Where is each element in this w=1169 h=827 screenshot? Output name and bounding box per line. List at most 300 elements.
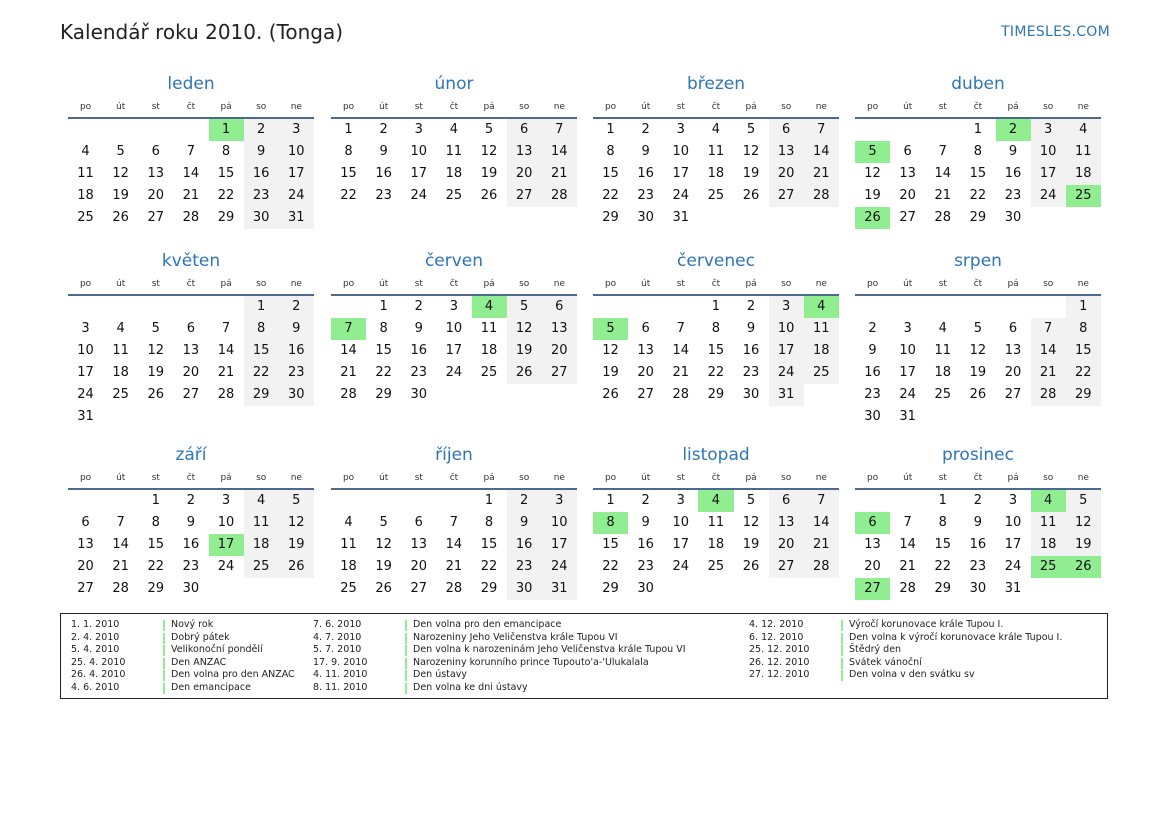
day-cell: 9 xyxy=(244,141,279,163)
month-listopad xyxy=(593,444,839,600)
weekday-label: pá xyxy=(220,102,232,112)
day-cell: 13 xyxy=(637,343,654,358)
day-cell: 19 xyxy=(969,365,987,380)
days-grid xyxy=(593,490,839,600)
day-cell: 13 xyxy=(182,343,200,358)
day-cell: 26 xyxy=(480,188,498,203)
weekday-label: ne xyxy=(290,473,302,483)
day-cell: 1 xyxy=(1066,296,1101,318)
day-cell: 5 xyxy=(151,321,160,336)
holiday-marker xyxy=(405,670,407,681)
weekday-label: po xyxy=(604,473,617,483)
month-name: říjen xyxy=(435,445,473,465)
holiday-marker xyxy=(163,670,165,681)
day-cell: 22 xyxy=(934,559,952,574)
day-cell: 11 xyxy=(340,537,357,552)
day-cell: 30 xyxy=(244,207,279,229)
day-cell: 1 xyxy=(151,493,160,508)
weekday-header xyxy=(855,278,1101,296)
day-cell: 16 xyxy=(742,343,760,358)
day-cell: 7 xyxy=(676,321,685,336)
day-cell: 23 xyxy=(969,559,987,574)
day-cell: 18 xyxy=(707,537,725,552)
day-cell: 1 xyxy=(344,122,353,137)
holiday-marker xyxy=(163,620,165,631)
day-cell: 8 xyxy=(711,321,721,336)
empty-cell xyxy=(960,296,995,318)
day-cell: 18 xyxy=(934,365,952,380)
weekday-header xyxy=(331,101,577,119)
day-cell: 5 xyxy=(379,515,388,530)
weekday-label: út xyxy=(116,279,126,289)
holiday-name: Den volna pro den emancipace xyxy=(413,619,562,630)
day-cell: 14 xyxy=(340,343,357,358)
day-cell: 28 xyxy=(1031,384,1066,406)
day-cell: 30 xyxy=(410,387,428,402)
day-cell: 22 xyxy=(969,188,987,203)
day-cell: 21 xyxy=(182,188,200,203)
day-cell: 28 xyxy=(217,387,235,402)
day-cell: 1 xyxy=(379,299,388,314)
day-cell: 18 xyxy=(480,343,498,358)
month-name: květen xyxy=(161,251,221,271)
holiday-name: Výročí korunovace krále Tupou I. xyxy=(849,619,1004,630)
day-cell: 4 xyxy=(711,122,721,137)
day-cell: 26 xyxy=(742,188,760,203)
day-cell: 26 xyxy=(147,387,165,402)
empty-cell xyxy=(890,296,925,318)
day-cell: 2 xyxy=(641,122,650,137)
day-cell: 26 xyxy=(375,581,392,596)
day-cell: 17 xyxy=(77,365,94,380)
day-cell: 15 xyxy=(375,343,392,358)
holiday-marker xyxy=(163,658,165,669)
holiday-date: 6. 12. 2010 xyxy=(749,631,804,643)
day-cell: 4 xyxy=(81,144,90,159)
holiday-marker xyxy=(841,620,843,631)
day-cell: 10 xyxy=(279,141,314,163)
day-cell: 10 xyxy=(769,318,804,340)
day-cell: 22 xyxy=(340,188,357,203)
holiday-row xyxy=(71,657,295,670)
day-cell: 8 xyxy=(244,318,279,340)
weekday-label: pá xyxy=(220,279,232,289)
day-cell: 30 xyxy=(507,578,542,600)
day-cell: 26 xyxy=(969,387,987,402)
day-cell: 9 xyxy=(641,515,650,530)
day-cell: 1 xyxy=(606,122,615,137)
weekday-label: po xyxy=(79,279,92,289)
weekday-label: út xyxy=(116,102,126,112)
day-cell: 17 xyxy=(1031,163,1066,185)
day-cell: 13 xyxy=(769,512,804,534)
holiday-day-cell: 2 xyxy=(996,119,1031,141)
day-cell: 28 xyxy=(899,581,916,596)
day-cell: 13 xyxy=(542,318,577,340)
day-cell: 31 xyxy=(672,210,690,225)
holiday-name: Svátek vánoční xyxy=(849,656,922,668)
day-cell: 8 xyxy=(379,321,388,336)
brand-link[interactable]: TIMESLES.COM xyxy=(1001,24,1110,40)
weekday-label: so xyxy=(1043,102,1054,112)
day-cell: 17 xyxy=(672,166,690,181)
day-cell: 30 xyxy=(1004,210,1022,225)
day-cell: 27 xyxy=(899,210,916,225)
day-cell: 25 xyxy=(934,387,952,402)
weekday-label: čt xyxy=(711,473,721,483)
day-cell: 30 xyxy=(864,409,881,424)
day-cell: 31 xyxy=(899,409,916,424)
day-cell: 6 xyxy=(507,119,542,141)
day-cell: 14 xyxy=(899,537,916,552)
empty-cell xyxy=(996,296,1031,318)
day-cell: 3 xyxy=(903,321,912,336)
day-cell: 14 xyxy=(934,166,952,181)
weekday-label: so xyxy=(519,279,530,289)
day-cell: 29 xyxy=(244,384,279,406)
day-cell: 28 xyxy=(182,210,200,225)
day-cell: 18 xyxy=(244,534,279,556)
empty-cell xyxy=(103,119,138,141)
month-name: září xyxy=(175,445,207,465)
empty-cell xyxy=(68,490,103,512)
day-cell: 2 xyxy=(379,122,388,137)
weekday-label: st xyxy=(151,102,160,112)
holiday-day-cell: 26 xyxy=(855,207,890,229)
day-cell: 10 xyxy=(1031,141,1066,163)
holiday-row xyxy=(749,632,1062,645)
holiday-column xyxy=(313,619,686,694)
day-cell: 12 xyxy=(1066,512,1101,534)
day-cell: 28 xyxy=(672,387,690,402)
empty-cell xyxy=(138,296,173,318)
day-cell: 1 xyxy=(938,493,947,508)
day-cell: 10 xyxy=(542,512,577,534)
day-cell: 9 xyxy=(973,515,983,530)
day-cell: 5 xyxy=(746,122,756,137)
empty-cell xyxy=(68,119,103,141)
day-cell: 2 xyxy=(244,119,279,141)
holiday-row xyxy=(749,657,1062,670)
day-cell: 17 xyxy=(1004,537,1022,552)
day-cell: 15 xyxy=(147,537,165,552)
day-cell: 25 xyxy=(707,188,725,203)
month-name: červen xyxy=(424,251,484,271)
empty-cell xyxy=(103,490,138,512)
weekday-label: st xyxy=(414,279,423,289)
day-cell: 11 xyxy=(480,321,498,336)
days-grid xyxy=(331,490,577,600)
weekday-label: po xyxy=(604,279,617,289)
holiday-row xyxy=(313,644,686,657)
holiday-name: Dobrý pátek xyxy=(171,631,230,643)
holiday-marker xyxy=(405,658,407,669)
weekday-label: so xyxy=(1043,473,1054,483)
day-cell: 19 xyxy=(507,340,542,362)
day-cell: 25 xyxy=(77,210,94,225)
weekday-label: út xyxy=(641,473,651,483)
day-cell: 10 xyxy=(445,321,463,336)
day-cell: 20 xyxy=(637,365,654,380)
day-cell: 4 xyxy=(1066,119,1101,141)
day-cell: 30 xyxy=(637,210,654,225)
day-cell: 3 xyxy=(1008,493,1018,508)
day-cell: 22 xyxy=(602,188,619,203)
day-cell: 20 xyxy=(542,340,577,362)
weekday-header xyxy=(593,472,839,490)
day-cell: 22 xyxy=(480,559,498,574)
weekday-label: pá xyxy=(483,102,495,112)
day-cell: 6 xyxy=(903,144,912,159)
day-cell: 30 xyxy=(742,387,760,402)
weekday-label: čt xyxy=(449,473,459,483)
day-cell: 16 xyxy=(969,537,987,552)
weekday-label: pá xyxy=(745,473,757,483)
month-name: červenec xyxy=(677,251,755,271)
day-cell: 29 xyxy=(934,581,952,596)
weekday-header xyxy=(855,472,1101,490)
weekday-label: čt xyxy=(973,473,983,483)
day-cell: 4 xyxy=(449,122,459,137)
day-cell: 25 xyxy=(707,559,725,574)
month-name: srpen xyxy=(954,251,1002,271)
day-cell: 14 xyxy=(112,537,129,552)
day-cell: 20 xyxy=(864,559,881,574)
month-name: leden xyxy=(167,74,215,94)
day-cell: 30 xyxy=(969,581,987,596)
day-cell: 15 xyxy=(480,537,498,552)
day-cell: 5 xyxy=(1066,490,1101,512)
day-cell: 4 xyxy=(344,515,353,530)
day-cell: 17 xyxy=(410,166,428,181)
weekday-label: pá xyxy=(483,473,495,483)
day-cell: 24 xyxy=(899,387,916,402)
day-cell: 17 xyxy=(672,537,690,552)
holiday-marker xyxy=(405,683,407,694)
day-cell: 28 xyxy=(112,581,129,596)
day-cell: 16 xyxy=(375,166,392,181)
weekday-label: ne xyxy=(815,279,827,289)
day-cell: 18 xyxy=(445,166,463,181)
day-cell: 3 xyxy=(279,119,314,141)
day-cell: 18 xyxy=(1066,163,1101,185)
days-grid xyxy=(68,296,314,428)
holiday-marker xyxy=(841,670,843,681)
day-cell: 22 xyxy=(217,188,235,203)
holiday-list xyxy=(60,613,1108,699)
day-cell: 19 xyxy=(480,166,498,181)
day-cell: 27 xyxy=(410,581,428,596)
day-cell: 7 xyxy=(938,144,947,159)
day-cell: 12 xyxy=(147,343,165,358)
day-cell: 13 xyxy=(1004,343,1022,358)
day-cell: 1 xyxy=(606,493,615,508)
day-cell: 2 xyxy=(414,299,423,314)
weekday-label: pá xyxy=(1007,279,1019,289)
day-cell: 15 xyxy=(1066,340,1101,362)
weekday-label: st xyxy=(938,102,947,112)
day-cell: 12 xyxy=(507,318,542,340)
day-cell: 21 xyxy=(340,365,357,380)
day-cell: 21 xyxy=(899,559,916,574)
day-cell: 9 xyxy=(641,144,650,159)
day-cell: 23 xyxy=(742,365,760,380)
day-cell: 24 xyxy=(1004,559,1022,574)
day-cell: 10 xyxy=(410,144,428,159)
weekday-label: po xyxy=(79,473,92,483)
day-cell: 20 xyxy=(769,534,804,556)
weekday-label: st xyxy=(938,473,947,483)
day-cell: 23 xyxy=(507,556,542,578)
day-cell: 26 xyxy=(112,210,129,225)
day-cell: 8 xyxy=(484,515,494,530)
day-cell: 27 xyxy=(77,581,94,596)
day-cell: 12 xyxy=(742,144,760,159)
weekday-label: po xyxy=(604,102,617,112)
day-cell: 29 xyxy=(147,581,165,596)
day-cell: 24 xyxy=(542,556,577,578)
weekday-label: ne xyxy=(1077,279,1089,289)
day-cell: 2 xyxy=(507,490,542,512)
day-cell: 3 xyxy=(1031,119,1066,141)
day-cell: 6 xyxy=(641,321,650,336)
day-cell: 19 xyxy=(742,537,760,552)
days-grid xyxy=(855,119,1101,229)
day-cell: 9 xyxy=(1008,144,1018,159)
holiday-day-cell: 6 xyxy=(855,512,890,534)
day-cell: 25 xyxy=(340,581,357,596)
day-cell: 20 xyxy=(410,559,428,574)
day-cell: 13 xyxy=(899,166,916,181)
month-name: březen xyxy=(686,74,746,94)
day-cell: 6 xyxy=(414,515,423,530)
day-cell: 1 xyxy=(973,122,983,137)
day-cell: 16 xyxy=(182,537,200,552)
day-cell: 25 xyxy=(445,188,463,203)
weekday-label: so xyxy=(256,279,267,289)
day-cell: 7 xyxy=(542,119,577,141)
day-cell: 11 xyxy=(77,166,94,181)
day-cell: 17 xyxy=(899,365,916,380)
day-cell: 1 xyxy=(484,493,494,508)
day-cell: 14 xyxy=(672,343,690,358)
holiday-date: 1. 1. 2010 xyxy=(71,619,120,630)
holiday-row xyxy=(313,619,686,632)
day-cell: 21 xyxy=(445,559,463,574)
weekday-label: pá xyxy=(1007,102,1019,112)
days-grid xyxy=(855,296,1101,428)
holiday-date: 17. 9. 2010 xyxy=(313,656,368,668)
day-cell: 25 xyxy=(112,387,129,402)
day-cell: 28 xyxy=(340,387,357,402)
day-cell: 23 xyxy=(864,387,881,402)
empty-cell xyxy=(663,296,698,318)
day-cell: 13 xyxy=(769,141,804,163)
day-cell: 6 xyxy=(769,490,804,512)
day-cell: 13 xyxy=(864,537,881,552)
holiday-date: 5. 7. 2010 xyxy=(313,644,362,655)
day-cell: 22 xyxy=(375,365,392,380)
day-cell: 23 xyxy=(637,559,654,574)
day-cell: 2 xyxy=(279,296,314,318)
day-cell: 9 xyxy=(186,515,196,530)
day-cell: 24 xyxy=(672,188,690,203)
weekday-label: ne xyxy=(553,102,565,112)
day-cell: 19 xyxy=(1066,534,1101,556)
day-cell: 8 xyxy=(606,144,615,159)
day-cell: 23 xyxy=(182,559,200,574)
day-cell: 31 xyxy=(1004,581,1022,596)
day-cell: 3 xyxy=(676,122,685,137)
month-únor xyxy=(331,73,577,207)
day-cell: 6 xyxy=(542,296,577,318)
day-cell: 9 xyxy=(507,512,542,534)
day-cell: 7 xyxy=(1031,318,1066,340)
day-cell: 4 xyxy=(938,321,947,336)
weekday-header xyxy=(593,278,839,296)
day-cell: 7 xyxy=(449,515,459,530)
day-cell: 28 xyxy=(445,581,463,596)
day-cell: 2 xyxy=(868,321,877,336)
day-cell: 10 xyxy=(217,515,235,530)
empty-cell xyxy=(173,296,208,318)
holiday-date: 4. 6. 2010 xyxy=(71,681,120,693)
day-cell: 6 xyxy=(81,515,90,530)
day-cell: 9 xyxy=(379,144,388,159)
day-cell: 11 xyxy=(1031,512,1066,534)
holiday-date: 2. 4. 2010 xyxy=(71,631,120,643)
weekday-label: pá xyxy=(745,102,757,112)
holiday-date: 4. 12. 2010 xyxy=(749,619,804,630)
weekday-label: čt xyxy=(186,279,196,289)
holiday-row xyxy=(71,682,295,695)
weekday-label: so xyxy=(519,102,530,112)
day-cell: 23 xyxy=(279,362,314,384)
weekday-label: út xyxy=(903,473,913,483)
holiday-date: 25. 4. 2010 xyxy=(71,656,126,668)
day-cell: 21 xyxy=(217,365,235,380)
day-cell: 17 xyxy=(769,340,804,362)
day-cell: 16 xyxy=(244,163,279,185)
month-name: duben xyxy=(951,74,1005,94)
day-cell: 9 xyxy=(868,343,877,358)
day-cell: 21 xyxy=(112,559,129,574)
day-cell: 26 xyxy=(742,559,760,574)
empty-cell xyxy=(331,296,366,318)
day-cell: 5 xyxy=(116,144,125,159)
day-cell: 29 xyxy=(602,581,619,596)
day-cell: 11 xyxy=(934,343,952,358)
weekday-label: út xyxy=(641,279,651,289)
day-cell: 25 xyxy=(244,556,279,578)
day-cell: 11 xyxy=(445,144,463,159)
day-cell: 8 xyxy=(973,144,983,159)
day-cell: 17 xyxy=(279,163,314,185)
days-grid xyxy=(68,490,314,600)
day-cell: 21 xyxy=(672,365,690,380)
weekday-label: ne xyxy=(553,279,565,289)
weekday-label: so xyxy=(781,279,792,289)
weekday-label: ne xyxy=(815,102,827,112)
day-cell: 16 xyxy=(637,166,654,181)
day-cell: 5 xyxy=(279,490,314,512)
day-cell: 3 xyxy=(449,299,459,314)
weekday-label: čt xyxy=(449,102,459,112)
weekday-label: so xyxy=(256,102,267,112)
holiday-day-cell: 25 xyxy=(1031,556,1066,578)
day-cell: 27 xyxy=(182,387,200,402)
empty-cell xyxy=(628,296,663,318)
